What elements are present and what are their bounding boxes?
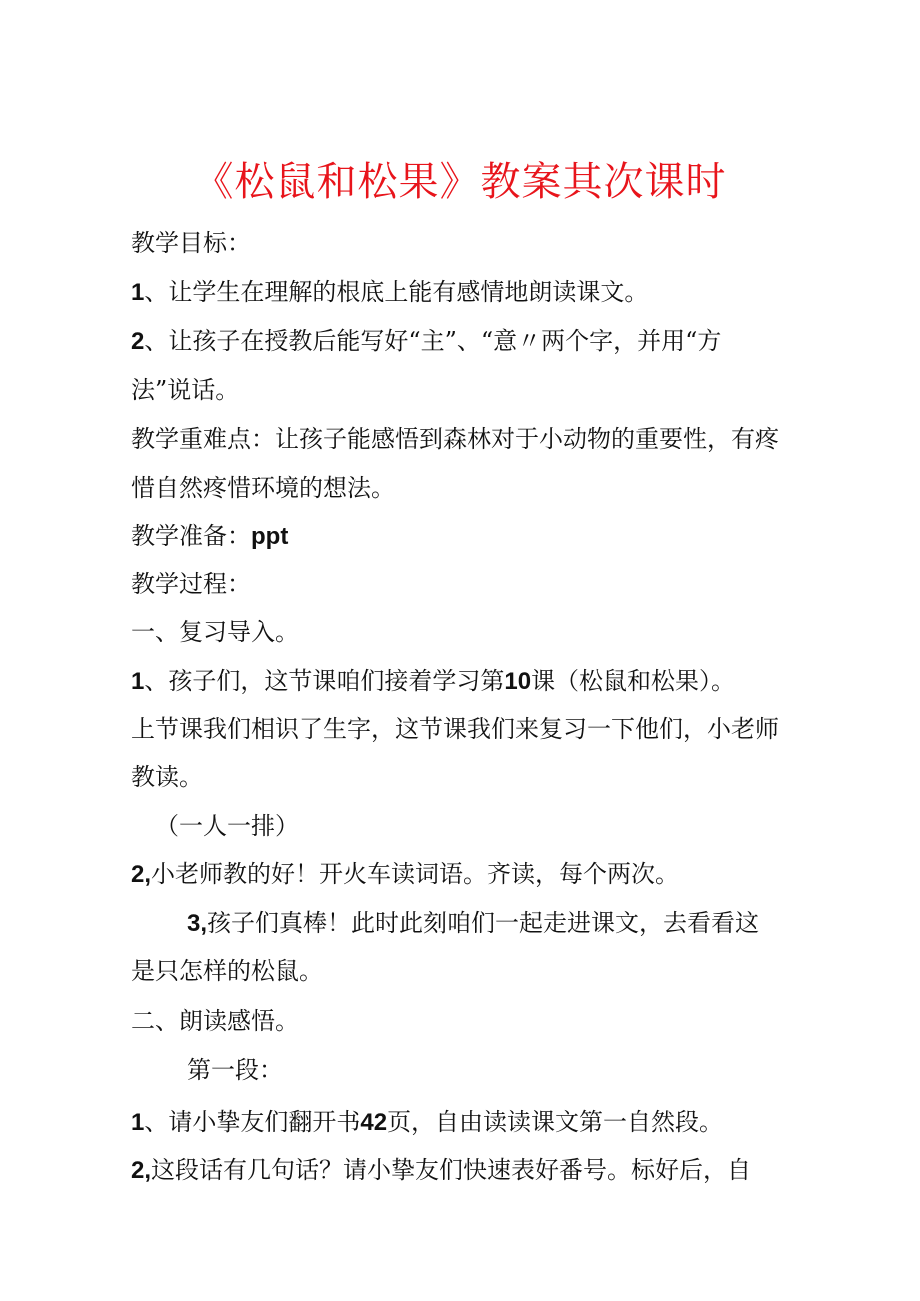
heading-process: 教学过程： — [131, 570, 251, 598]
page-number-ref: 42 — [360, 1109, 388, 1136]
reading-step-1 — [131, 1105, 723, 1140]
item-number: 1 — [131, 1109, 145, 1136]
item-number: 3, — [187, 910, 208, 937]
paragraph-one-heading: 第一段： — [187, 1056, 283, 1084]
section-one-heading: 一、复习导入。 — [131, 618, 299, 646]
item-text: 这段话有几句话？请小挚友们快速表好番号。标好后，自 — [151, 1156, 752, 1184]
section-two-heading: 二、朗读感悟。 — [131, 1007, 299, 1035]
step-3-continued: 是只怎样的松鼠。 — [131, 957, 323, 985]
step-3 — [187, 906, 759, 941]
objective-2 — [131, 324, 721, 359]
item-text: 孩子们真棒！此时此刻咱们一起走进课文，去看看这 — [207, 909, 760, 937]
item-text-rest: 页，自由读读课文第一自然段。 — [387, 1108, 724, 1136]
item-text: 、让学生在理解的根底上能有感情地朗读课文。 — [144, 278, 649, 306]
item-text: 、请小挚友们翻开书 — [144, 1108, 361, 1136]
objective-1 — [131, 275, 648, 310]
reading-step-2 — [131, 1153, 751, 1188]
preparation-value: ppt — [251, 523, 289, 550]
step-1-continued: 上节课我们相识了生字，这节课我们来复习一下他们，小老师 — [131, 715, 779, 743]
item-text: 、让孩子在授教后能写好“主”、“意〃两个字，并用“方 — [144, 327, 722, 355]
item-number: 1 — [131, 279, 145, 306]
step-1 — [131, 664, 735, 699]
note-one-per-row: （一人一排） — [155, 812, 299, 840]
lesson-number: 10 — [504, 668, 532, 695]
item-number: 2, — [131, 1157, 152, 1184]
item-text: 小老师教的好！开火车读词语。齐读，每个两次。 — [151, 860, 680, 888]
item-text: 、孩子们，这节课咱们接着学习第 — [144, 667, 505, 695]
item-number: 1 — [131, 668, 145, 695]
key-points: 教学重难点：让孩子能感悟到森林对于小动物的重要性，有疼 — [131, 425, 779, 453]
key-points-continued: 惜自然疼惜环境的想法。 — [131, 474, 395, 502]
item-text-rest: 课（松鼠和松果）。 — [531, 667, 736, 695]
document-title: 《松鼠和松果》教案其次课时 — [193, 159, 727, 205]
step-2 — [131, 857, 679, 892]
heading-objectives: 教学目标： — [131, 229, 251, 257]
preparation — [131, 519, 288, 554]
preparation-label: 教学准备： — [131, 522, 251, 550]
item-number: 2, — [131, 861, 152, 888]
objective-2-continued: 法”说话。 — [131, 376, 240, 404]
step-1-continued-2: 教读。 — [131, 763, 203, 791]
item-number: 2 — [131, 328, 145, 355]
